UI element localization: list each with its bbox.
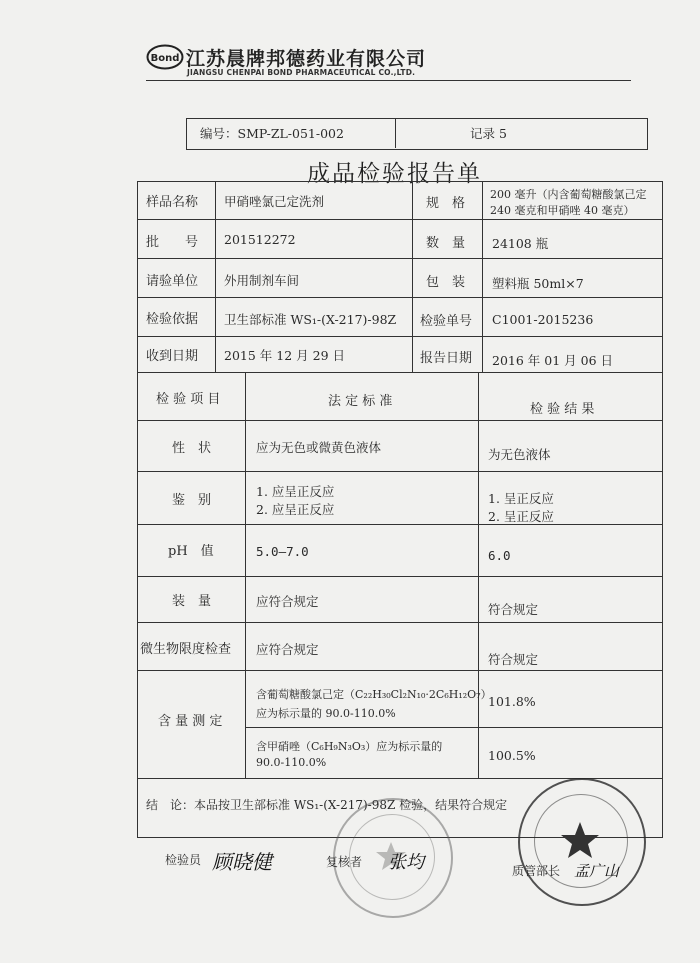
col-header-item: 检 验 项 目 [156, 392, 221, 407]
received-date-value: 2015 年 12 月 29 日 [224, 348, 345, 363]
basis-value: 卫生部标准 WS₁-(X-217)-98Z [224, 312, 397, 327]
qa-head-signature: 孟广山 [574, 862, 620, 880]
company-name-en: JIANGSU CHENPAI BOND PHARMACEUTICAL CO.,LTD. [187, 68, 416, 77]
report-date-value: 2016 年 01 月 06 日 [492, 353, 613, 368]
row-divider [137, 670, 663, 671]
requester-value: 外用制剂车间 [224, 273, 300, 288]
result-ph: 6.0 [488, 548, 511, 563]
quantity-label: 数 量 [426, 236, 466, 251]
sample-name-label: 样品名称 [146, 195, 199, 210]
quantity-value: 24108 瓶 [492, 236, 549, 251]
col-divider [412, 181, 413, 372]
result-volume: 符合规定 [488, 602, 539, 617]
col-header-standard: 法 定 标 准 [328, 394, 393, 409]
header-divider [146, 80, 631, 81]
standard-volume: 应符合规定 [256, 594, 319, 609]
sample-name-value: 甲硝唑氯己定洗剂 [224, 194, 325, 209]
doc-code: 编号：SMP-ZL-051-002 [200, 126, 344, 141]
batch-value: 201512272 [224, 232, 296, 247]
item-microbial-limit: 微生物限度检查 [140, 642, 232, 657]
standard-ph: 5.0—7.0 [256, 544, 309, 559]
row-divider [137, 576, 663, 577]
received-date-label: 收到日期 [146, 349, 199, 364]
row-divider [137, 420, 663, 421]
item-identification: 鉴 别 [172, 493, 212, 508]
item-appearance: 性 状 [172, 441, 212, 456]
standard-chlorhexidine-line2: 应为标示量的 90.0-110.0% [256, 707, 396, 720]
seal-star-icon [518, 778, 642, 902]
result-chlorhexidine: 101.8% [488, 694, 536, 709]
reviewer-signature: 张均 [388, 852, 424, 873]
row-divider [137, 524, 663, 525]
standard-metronidazole-line1: 含甲硝唑（C₆H₉N₃O₃）应为标示量的 [256, 740, 443, 753]
reviewer-label: 复核者 [326, 855, 363, 869]
company-logo [146, 44, 184, 70]
report-date-label: 报告日期 [420, 351, 473, 366]
logo-text: Bond [150, 53, 180, 64]
company-name-cn: 江苏晨牌邦德药业有限公司 [186, 48, 427, 70]
result-microbial-limit: 符合规定 [488, 652, 539, 667]
col-divider [478, 372, 479, 778]
standard-appearance: 应为无色或微黄色液体 [256, 440, 382, 455]
doc-code-divider [395, 118, 396, 148]
inspector-signature: 顾晓健 [212, 850, 272, 874]
inspection-no-label: 检验单号 [420, 314, 473, 329]
record-number: 记录 5 [470, 126, 507, 141]
col-divider [482, 181, 483, 372]
conclusion: 结 论：本品按卫生部标准 WS₁-(X-217)-98Z 检验，结果符合规定 [146, 798, 508, 812]
col-header-result: 检 验 结 果 [530, 402, 595, 417]
result-identification-2: 2. 呈正反应 [488, 509, 554, 524]
row-divider [137, 622, 663, 623]
batch-label: 批 号 [146, 235, 199, 250]
requester-label: 请验单位 [146, 274, 199, 289]
standard-chlorhexidine-line1: 含葡萄糖酸氯己定（C₂₂H₃₀Cl₂N₁₀·2C₆H₁₂O₇） [256, 688, 492, 701]
inspection-no-value: C1001-2015236 [492, 312, 594, 327]
spec-value-line2: 240 毫克和甲硝唑 40 毫克） [490, 204, 635, 217]
col-divider [215, 181, 216, 372]
package-label: 包 装 [426, 275, 466, 290]
spec-label: 规 格 [426, 196, 466, 211]
row-divider [137, 372, 663, 373]
report-title: 成品检验报告单 [307, 161, 482, 187]
standard-metronidazole-line2: 90.0-110.0% [256, 756, 327, 769]
basis-label: 检验依据 [146, 312, 199, 327]
item-ph: pH 值 [168, 544, 214, 559]
item-content-assay: 含 量 测 定 [158, 714, 223, 729]
item-volume: 装 量 [172, 594, 212, 609]
row-divider [245, 727, 663, 728]
inspector-label: 检验员 [165, 853, 202, 867]
package-value: 塑料瓶 50ml×7 [492, 276, 584, 291]
qa-head-label: 质管部长 [512, 864, 561, 878]
row-divider [137, 471, 663, 472]
col-divider [245, 372, 246, 778]
result-appearance: 为无色液体 [488, 447, 551, 462]
result-identification-1: 1. 呈正反应 [488, 491, 554, 506]
standard-identification-2: 2. 应呈正反应 [256, 502, 335, 517]
spec-value-line1: 200 毫升（内含葡萄糖酸氯己定 [490, 188, 647, 201]
standard-identification-1: 1. 应呈正反应 [256, 484, 335, 499]
standard-microbial-limit: 应符合规定 [256, 642, 319, 657]
result-metronidazole: 100.5% [488, 748, 536, 763]
